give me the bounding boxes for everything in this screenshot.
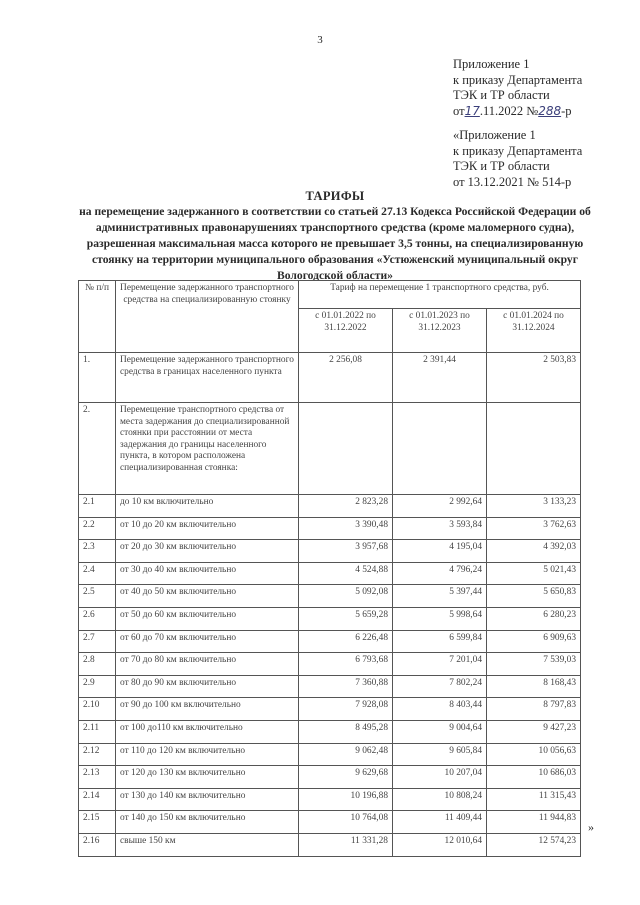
value-2023: 9 605,84 xyxy=(393,743,487,766)
date-prefix: от xyxy=(453,103,465,118)
header-name: Перемещение задержанного транспортного средства на специализированную стоянку xyxy=(116,281,299,353)
value-2023: 11 409,44 xyxy=(393,811,487,834)
table-row xyxy=(79,811,581,834)
value-2023: 5 397,44 xyxy=(393,585,487,608)
value-2024: 10 056,63 xyxy=(487,743,581,766)
value-2024: 5 021,43 xyxy=(487,562,581,585)
appendix-line: «Приложение 1 xyxy=(453,128,536,142)
appendix-line: к приказу Департамента xyxy=(453,143,583,158)
value-2022: 7 928,08 xyxy=(299,698,393,721)
value-2024: 2 503,83 xyxy=(487,353,581,403)
table-row xyxy=(79,540,581,563)
value-2023: 2 391,44 xyxy=(393,353,487,403)
value-2022: 10 196,88 xyxy=(299,788,393,811)
value-2022: 7 360,88 xyxy=(299,675,393,698)
row-name: Перемещение транспортного средства от места задержания до специализированной стоянки при расстоянии от места задержания до границы населенного пункта, в котором расположена специализированная стоянка: xyxy=(116,403,299,495)
appendix-line: ТЭК и ТР области xyxy=(453,159,550,173)
value-2024: 7 539,03 xyxy=(487,653,581,676)
closing-quote: » xyxy=(588,820,594,834)
row-name: от 140 до 150 км включительно xyxy=(116,811,299,834)
row-name: от 90 до 100 км включительно xyxy=(116,698,299,721)
handwritten-doc-number: 288 xyxy=(538,103,562,118)
row-name: от 120 до 130 км включительно xyxy=(116,766,299,789)
table-row xyxy=(79,630,581,653)
row-name: от 130 до 140 км включительно xyxy=(116,788,299,811)
row-name: до 10 км включительно xyxy=(116,495,299,518)
row-number: 2.5 xyxy=(79,585,116,608)
row-number: 2.12 xyxy=(79,743,116,766)
row-name: от 10 до 20 км включительно xyxy=(116,517,299,540)
table-row xyxy=(79,720,581,743)
value-2022 xyxy=(299,403,393,495)
row-name: Перемещение задержанного транспортного средства в границах населенного пункта xyxy=(116,353,299,403)
row-number: 2.11 xyxy=(79,720,116,743)
value-2024: 3 133,23 xyxy=(487,495,581,518)
value-2023: 7 802,24 xyxy=(393,675,487,698)
value-2022: 9 629,68 xyxy=(299,766,393,789)
appendix-line: Приложение 1 xyxy=(453,57,530,71)
table-row xyxy=(79,833,581,856)
value-2022: 6 793,68 xyxy=(299,653,393,676)
appendix-line: к приказу Департамента xyxy=(453,72,583,87)
value-2024: 6 909,63 xyxy=(487,630,581,653)
row-number: 2.10 xyxy=(79,698,116,721)
table-row xyxy=(79,562,581,585)
table-row xyxy=(79,743,581,766)
period-2022: с 01.01.2022 по 31.12.2022 xyxy=(299,309,393,353)
handwritten-day: 17 xyxy=(464,103,480,118)
value-2023: 10 207,04 xyxy=(393,766,487,789)
doc-suffix: -р xyxy=(561,103,572,118)
row-number: 2.6 xyxy=(79,607,116,630)
value-2022: 5 659,28 xyxy=(299,607,393,630)
value-2024 xyxy=(487,403,581,495)
value-2024: 4 392,03 xyxy=(487,540,581,563)
value-2023: 4 195,04 xyxy=(393,540,487,563)
value-2023: 7 201,04 xyxy=(393,653,487,676)
value-2023: 2 992,64 xyxy=(393,495,487,518)
value-2022: 3 390,48 xyxy=(299,517,393,540)
table-row xyxy=(79,675,581,698)
value-2024: 6 280,23 xyxy=(487,607,581,630)
appendix-date-line xyxy=(453,104,582,120)
table-row xyxy=(79,653,581,676)
value-2023: 12 010,64 xyxy=(393,833,487,856)
table-row xyxy=(79,403,581,495)
value-2022: 4 524,88 xyxy=(299,562,393,585)
value-2023: 10 808,24 xyxy=(393,788,487,811)
row-name: свыше 150 км xyxy=(116,833,299,856)
appendix-line: от 13.12.2021 № 514-р xyxy=(453,174,572,189)
appendix-current-heading xyxy=(453,57,582,119)
header-number: № п/п xyxy=(79,281,116,353)
table-row xyxy=(79,698,581,721)
value-2022: 3 957,68 xyxy=(299,540,393,563)
row-name: от 60 до 70 км включительно xyxy=(116,630,299,653)
value-2022: 11 331,28 xyxy=(299,833,393,856)
row-name: от 40 до 50 км включительно xyxy=(116,585,299,608)
value-2024: 10 686,03 xyxy=(487,766,581,789)
table-row xyxy=(79,353,581,403)
row-number: 1. xyxy=(79,353,116,403)
value-2023: 4 796,24 xyxy=(393,562,487,585)
value-2022: 6 226,48 xyxy=(299,630,393,653)
value-2022: 5 092,08 xyxy=(299,585,393,608)
value-2024: 12 574,23 xyxy=(487,833,581,856)
value-2023: 8 403,44 xyxy=(393,698,487,721)
table-row xyxy=(79,766,581,789)
value-2022: 2 256,08 xyxy=(299,353,393,403)
value-2022: 8 495,28 xyxy=(299,720,393,743)
value-2024: 5 650,83 xyxy=(487,585,581,608)
value-2022: 10 764,08 xyxy=(299,811,393,834)
value-2022: 2 823,28 xyxy=(299,495,393,518)
table-row xyxy=(79,495,581,518)
document-subtitle: на перемещение задержанного в соответствии со статьей 27.13 Кодекса Российской Федерации об административных правонарушениях транспортного средства (кроме маломерного судна), разрешенная максимальная масса которого не превышает 3,5 тонны, на специализированную стоянку на территории муниципального образования «Устюженский муниципальный округ Вологодской области» xyxy=(79,205,591,282)
date-rest: .11.2022 № xyxy=(479,103,539,118)
value-2024: 8 797,83 xyxy=(487,698,581,721)
row-number: 2.9 xyxy=(79,675,116,698)
table-header-row xyxy=(79,281,581,309)
value-2024: 11 315,43 xyxy=(487,788,581,811)
row-number: 2.13 xyxy=(79,766,116,789)
period-2024: с 01.01.2024 по 31.12.2024 xyxy=(487,309,581,353)
row-number: 2.14 xyxy=(79,788,116,811)
row-name: от 110 до 120 км включительно xyxy=(116,743,299,766)
appendix-line: ТЭК и ТР области xyxy=(453,88,550,102)
value-2024: 11 944,83 xyxy=(487,811,581,834)
row-name: от 100 до110 км включительно xyxy=(116,720,299,743)
row-number: 2.15 xyxy=(79,811,116,834)
row-number: 2.7 xyxy=(79,630,116,653)
period-2023: с 01.01.2023 по 31.12.2023 xyxy=(393,309,487,353)
table-row xyxy=(79,607,581,630)
row-name: от 70 до 80 км включительно xyxy=(116,653,299,676)
value-2023: 9 004,64 xyxy=(393,720,487,743)
row-number: 2.16 xyxy=(79,833,116,856)
value-2024: 8 168,43 xyxy=(487,675,581,698)
row-number: 2.2 xyxy=(79,517,116,540)
table-row xyxy=(79,585,581,608)
row-name: от 20 до 30 км включительно xyxy=(116,540,299,563)
appendix-previous-heading xyxy=(453,128,582,190)
row-number: 2.1 xyxy=(79,495,116,518)
table-row xyxy=(79,788,581,811)
value-2023: 3 593,84 xyxy=(393,517,487,540)
row-number: 2. xyxy=(79,403,116,495)
value-2022: 9 062,48 xyxy=(299,743,393,766)
value-2023: 5 998,64 xyxy=(393,607,487,630)
row-number: 2.3 xyxy=(79,540,116,563)
row-number: 2.4 xyxy=(79,562,116,585)
row-number: 2.8 xyxy=(79,653,116,676)
row-name: от 50 до 60 км включительно xyxy=(116,607,299,630)
tariff-table xyxy=(78,280,581,857)
document-title: ТАРИФЫ xyxy=(305,189,365,203)
header-tariff: Тариф на перемещение 1 транспортного средства, руб. xyxy=(299,281,581,309)
value-2024: 9 427,23 xyxy=(487,720,581,743)
value-2024: 3 762,63 xyxy=(487,517,581,540)
row-name: от 30 до 40 км включительно xyxy=(116,562,299,585)
row-name: от 80 до 90 км включительно xyxy=(116,675,299,698)
page-number: 3 xyxy=(317,34,323,46)
distance-rows xyxy=(79,495,581,857)
value-2023 xyxy=(393,403,487,495)
table-row xyxy=(79,517,581,540)
value-2023: 6 599,84 xyxy=(393,630,487,653)
